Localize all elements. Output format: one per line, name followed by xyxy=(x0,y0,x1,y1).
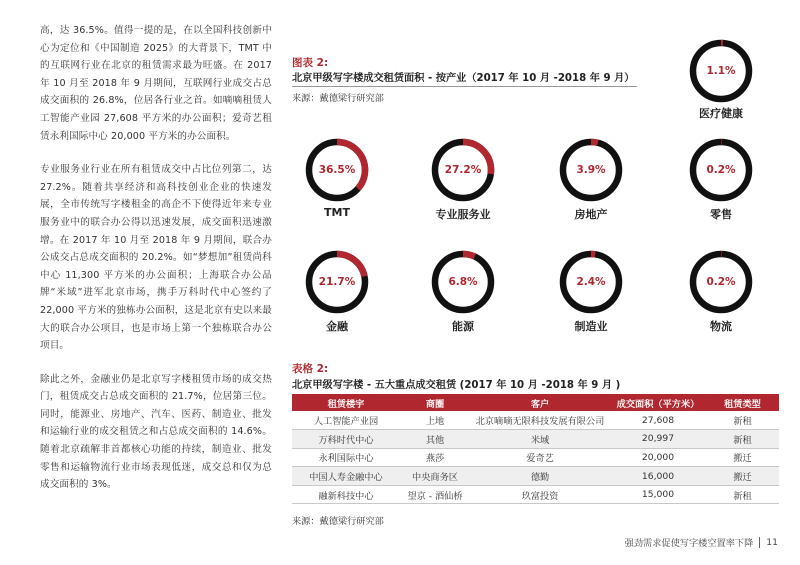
donut-category-label: 医疗健康 xyxy=(699,107,743,120)
donut-value-label: 0.2% xyxy=(706,276,736,288)
table-row xyxy=(292,430,779,449)
donut-value-label: 0.2% xyxy=(706,164,736,176)
cell-district: 燕莎 xyxy=(400,448,470,467)
cell-lease-type: 新租 xyxy=(706,411,779,430)
cell-building: 中国人寿金融中心 xyxy=(292,467,400,486)
donut-chart xyxy=(304,137,370,203)
cell-client: 米域 xyxy=(470,430,610,449)
cell-lease-type: 搬迁 xyxy=(706,448,779,467)
figure-title: 北京甲级写字楼成交租赁面积 - 按产业（2017 年 10 月 -2018 年 9 月） xyxy=(292,73,635,84)
footer-title: 强劲需求促使写字楼空置率下降 xyxy=(624,538,754,549)
donut-value-label: 21.7% xyxy=(318,276,356,288)
cell-district: 上地 xyxy=(400,411,470,430)
donut-chart xyxy=(688,137,754,203)
col-header-lease-type: 租赁类型 xyxy=(706,394,779,411)
cell-building: 永利国际中心 xyxy=(292,448,400,467)
footer-divider xyxy=(759,537,760,548)
cell-building: 融新科技中心 xyxy=(292,485,400,504)
donut-category-label: 制造业 xyxy=(574,320,608,333)
col-header-client: 客户 xyxy=(470,394,610,411)
donut-category-label: 专业服务业 xyxy=(435,208,491,221)
donut-category-label: 零售 xyxy=(710,208,732,221)
body-text-column xyxy=(40,22,272,510)
col-header-district: 商圈 xyxy=(400,394,470,411)
cell-client: 爱奇艺 xyxy=(470,448,610,467)
cell-area: 27,608 xyxy=(610,411,706,430)
donut-chart xyxy=(430,137,496,203)
table-source: 来源：戴德梁行研究部 xyxy=(292,516,384,527)
table-header-row xyxy=(292,394,779,411)
cell-area: 20,000 xyxy=(610,448,706,467)
donut-category-label: TMT xyxy=(324,206,350,219)
paragraph-finance: 除此之外，金融业仍是北京写字楼租赁市场的成交热门，租赁成交占总成交面积的 21.7%，位居第三位。同时，能源业、房地产、汽车、医药、制造业、批发和运输行业的成交租赁之和占总成交面积的 14.6%。随着北京疏解非首都核心功能的持续，制造业、批发零售和运输物流行业市场表现低迷，成交总和仅为总成交面积的 3%。 xyxy=(40,373,272,491)
donut-chart xyxy=(558,137,624,203)
donut-chart xyxy=(304,249,370,315)
paragraph-tmt: 高，达 36.5%。值得一提的是，在以全国科技创新中心为定位和《中国制造 2025》的大背景下，TMT 中的互联网行业在北京的租赁需求最为旺盛。在 2017 年 10 月至 2018 年 9 月期间，互联网行业成交占总成交面积的 26.8%，位居各行业之首。如嘀嘀租赁人工智能产业园 27,608 平方米的办公面积；爱奇艺租赁永利国际中心 20,000 平方米的办公面积。 xyxy=(40,25,272,142)
table-row xyxy=(292,411,779,430)
cell-client: 北京嘀嘀无限科技发展有限公司 xyxy=(470,411,610,430)
table-title: 北京甲级写字楼 - 五大重点成交租赁 (2017 年 10 月 -2018 年 9 月 ) xyxy=(292,380,621,391)
donut-value-label: 27.2% xyxy=(444,164,482,176)
page-number: 11 xyxy=(766,536,778,548)
cell-lease-type: 搬迁 xyxy=(706,467,779,486)
top-leases-table xyxy=(292,394,779,504)
col-header-building: 租赁楼宇 xyxy=(292,394,400,411)
cell-building: 人工智能产业园 xyxy=(292,411,400,430)
figure-source: 来源：戴德梁行研究部 xyxy=(292,93,384,104)
cell-district: 望京 - 酒仙桥 xyxy=(400,485,470,504)
donut-chart xyxy=(430,249,496,315)
page-footer xyxy=(625,535,778,549)
cell-district: 中央商务区 xyxy=(400,467,470,486)
cell-lease-type: 新租 xyxy=(706,430,779,449)
donut-chart xyxy=(558,249,624,315)
donut-value-label: 36.5% xyxy=(318,164,356,176)
cell-client: 玖富投资 xyxy=(470,485,610,504)
donut-category-label: 物流 xyxy=(710,320,732,333)
donut-category-label: 金融 xyxy=(326,320,348,333)
table-row xyxy=(292,467,779,486)
col-header-area: 成交面积（平方米） xyxy=(610,394,706,411)
table-label: 表格 2: xyxy=(292,363,329,375)
donut-chart xyxy=(688,38,754,104)
paragraph-professional-services: 专业服务业行业在所有租赁成交中占比位列第二，达 27.2%。随着共享经济和高科技创业企业的快速发展，全市传统写字楼租金的高企不下使得近年来专业服务业中的联合办公得以迅速发展，成交面积迅速激增。在 2017 年 10 月至 2018 年 9 月期间，联合办公成交占总成交面积的 20.2%。如“梦想加”租赁尚科中心 11,300 平方米的办公面积；上海联合办公品牌“米域”进军北京市场，携手万科时代中心签约了 22,000 平方米的独栋办公面积，这是北京有史以来最大的联合办公项目，也是市场上第一个独栋联合办公项目。 xyxy=(40,164,272,352)
donut-chart xyxy=(688,249,754,315)
donut-value-label: 2.4% xyxy=(576,276,606,288)
cell-area: 16,000 xyxy=(610,467,706,486)
donut-category-label: 房地产 xyxy=(574,208,608,221)
cell-area: 15,000 xyxy=(610,485,706,504)
donut-category-label: 能源 xyxy=(452,320,474,333)
donut-value-label: 3.9% xyxy=(576,164,606,176)
cell-district: 其他 xyxy=(400,430,470,449)
table-row xyxy=(292,448,779,467)
figure-label: 图表 2: xyxy=(292,57,329,69)
figure-divider xyxy=(292,86,637,87)
table-row xyxy=(292,485,779,504)
cell-client: 德勤 xyxy=(470,467,610,486)
donut-value-label: 6.8% xyxy=(448,276,478,288)
cell-area: 20,997 xyxy=(610,430,706,449)
donut-value-label: 1.1% xyxy=(706,65,736,77)
cell-lease-type: 新租 xyxy=(706,485,779,504)
cell-building: 万科时代中心 xyxy=(292,430,400,449)
